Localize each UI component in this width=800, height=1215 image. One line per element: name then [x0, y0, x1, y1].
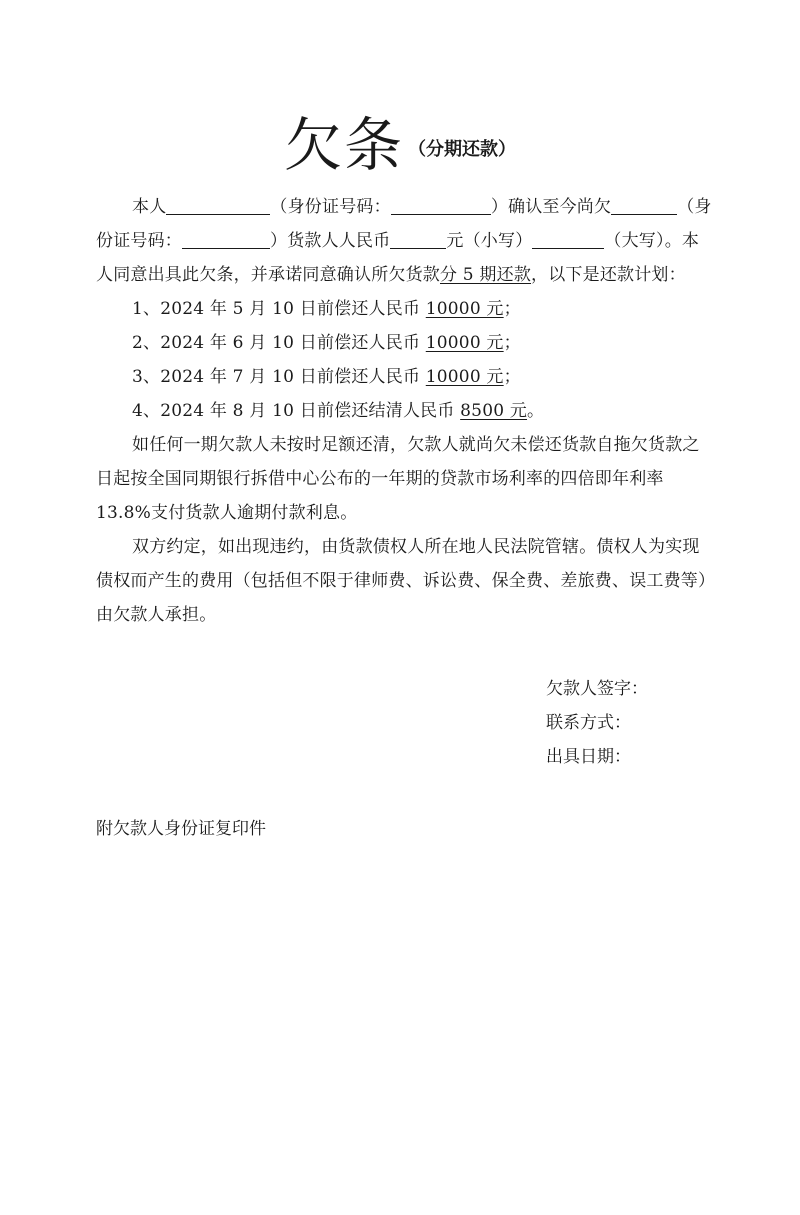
intro-text: （身 [677, 197, 712, 217]
signature-block [546, 672, 648, 774]
attachment-note: 附欠款人身份证复印件 [96, 819, 266, 839]
intro-text: （大写）。本 [604, 231, 700, 251]
plan-item [96, 292, 710, 326]
agreement-line-1: 双方约定，如出现违约，由货款债权人所在地人民法院管辖。债权人为实现 [132, 537, 700, 557]
plan-item-amount: 10000 元 [425, 367, 504, 387]
lender-name-blank [611, 194, 677, 215]
penalty-line-1: 如任何一期欠款人未按时足额还清，欠款人就尚欠未偿还货款自拖欠货款之 [132, 435, 700, 455]
plan-item [96, 394, 710, 428]
contact-label: 联系方式： [546, 713, 631, 733]
intro-text: ）确认至今尚欠 [490, 197, 612, 217]
intro-text: 元（小写） [446, 231, 533, 251]
intro-text: 本人 [132, 197, 167, 217]
penalty-line-2: 日起按全国同期银行拆借中心公布的一年期的贷款市场利率的四倍即年利率 [96, 469, 664, 489]
penalty-line-3: 13.8%支付货款人逾期付款利息。 [96, 503, 358, 523]
intro-line-2 [96, 224, 710, 258]
plan-item-amount: 10000 元 [425, 333, 504, 353]
intro-text: 人同意出具此欠条，并承诺同意确认所欠货款 [96, 265, 440, 285]
plan-item-text: 2、2024 年 6 月 10 日前偿还人民币 [132, 333, 426, 353]
borrower-name-blank [166, 194, 270, 215]
plan-item-amount: 10000 元 [425, 299, 504, 319]
intro-text: 份证号码： [96, 231, 182, 251]
agreement-line-2: 债权而产生的费用（包括但不限于律师费、诉讼费、保全费、差旅费、误工费等） [96, 571, 716, 591]
plan-item-text: 4、2024 年 8 月 10 日前偿还结清人民币 [132, 401, 461, 421]
signer-label: 欠款人签字： [546, 679, 648, 699]
date-label: 出具日期： [546, 747, 631, 767]
plan-item-amount: 8500 元 [460, 401, 528, 421]
amount-words-blank [532, 228, 604, 249]
plan-item-text: 1、2024 年 5 月 10 日前偿还人民币 [132, 299, 426, 319]
plan-item-suffix: 。 [527, 401, 545, 421]
title-subtitle: （分期还款） [408, 139, 516, 160]
installment-count: 分 5 期还款 [440, 265, 532, 285]
plan-item [96, 360, 710, 394]
document-body [96, 190, 716, 632]
title-main: 欠条 [283, 111, 404, 179]
borrower-id-blank [391, 194, 491, 215]
document-title [0, 98, 800, 182]
intro-line-3 [96, 258, 710, 292]
intro-line-1 [96, 190, 710, 224]
plan-item-suffix: ； [503, 367, 521, 387]
intro-text: ）货款人人民币 [270, 231, 391, 251]
plan-item [96, 326, 710, 360]
plan-item-suffix: ； [503, 299, 521, 319]
agreement-line-3: 由欠款人承担。 [96, 605, 217, 625]
plan-item-text: 3、2024 年 7 月 10 日前偿还人民币 [132, 367, 426, 387]
amount-numeric-blank [390, 228, 446, 249]
intro-text: （身份证号码： [270, 197, 391, 217]
intro-text: ，以下是还款计划： [531, 265, 686, 285]
plan-item-suffix: ； [503, 333, 521, 353]
lender-id-blank [182, 228, 270, 249]
